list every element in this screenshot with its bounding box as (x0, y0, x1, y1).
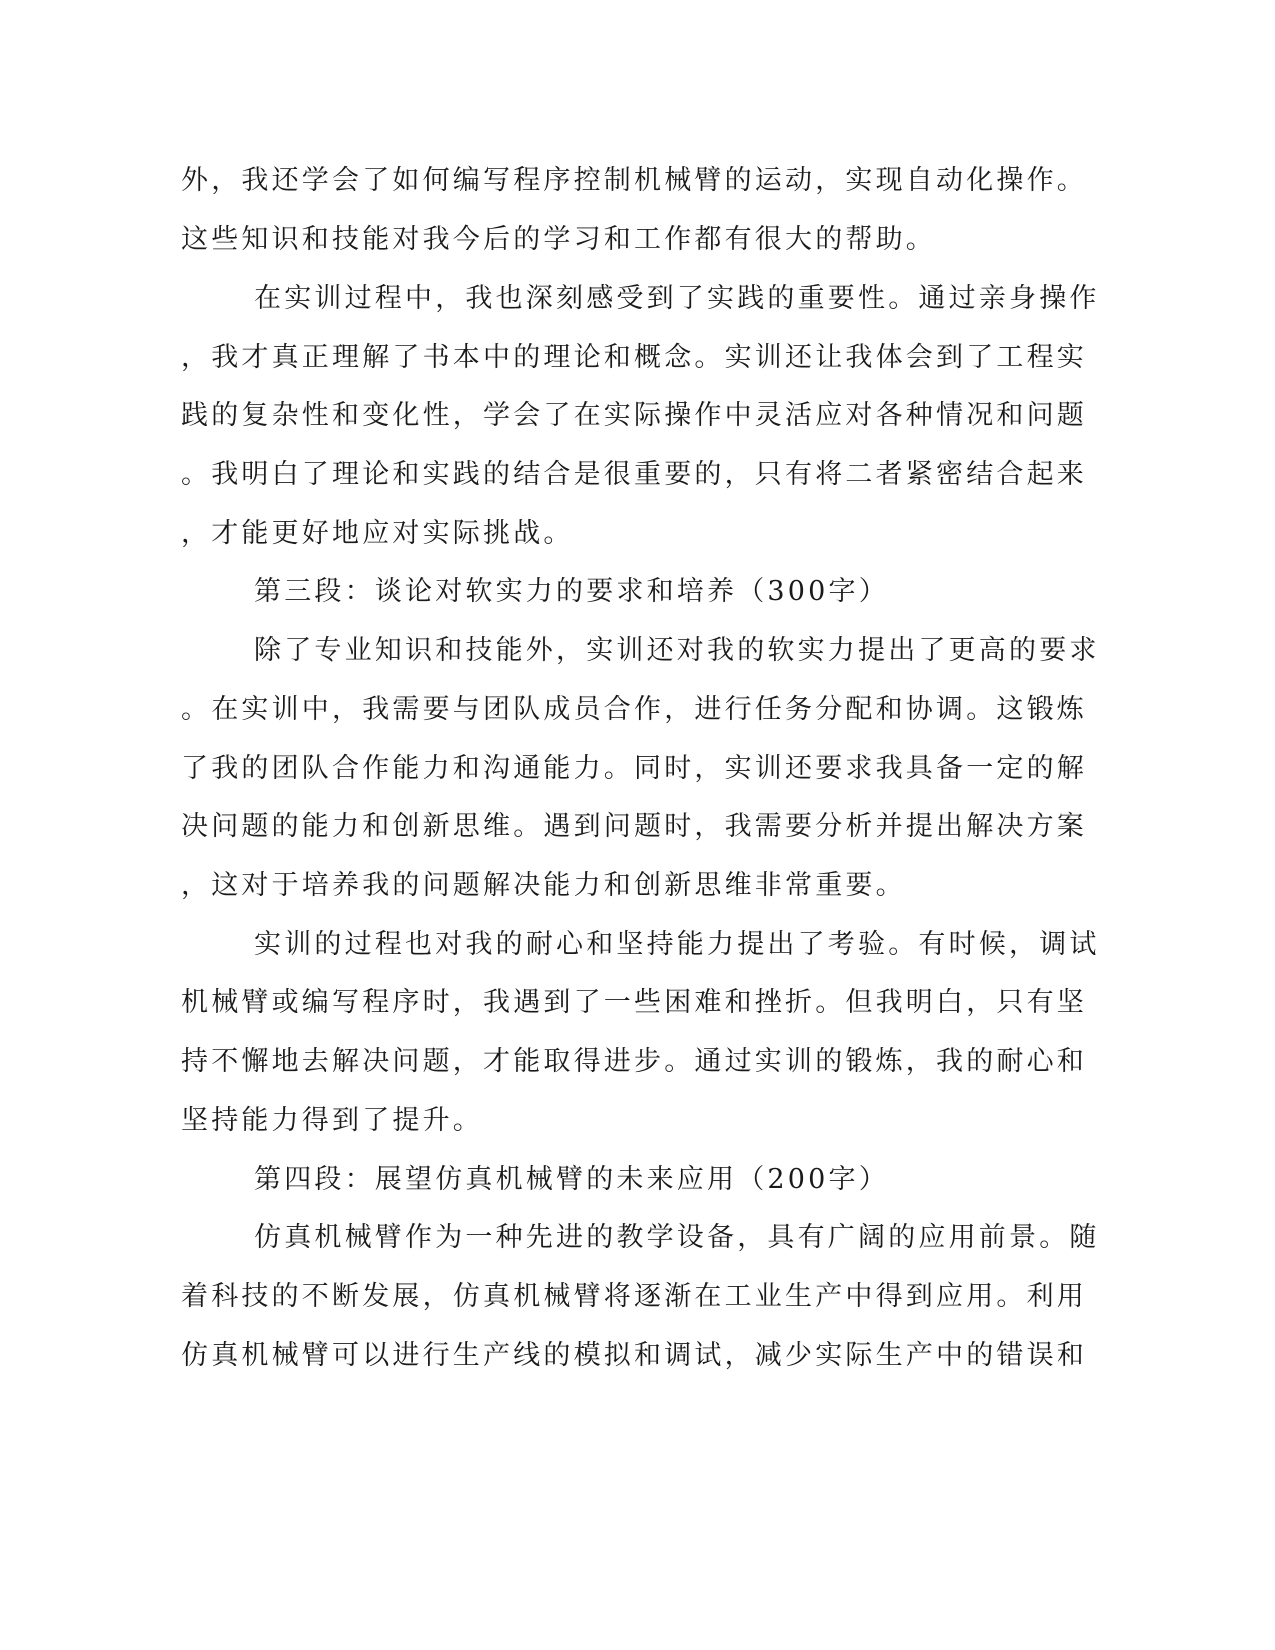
text-line: 机械臂或编写程序时，我遇到了一些困难和挫折。但我明白，只有坚 (181, 987, 1087, 1018)
text-line: 践的复杂性和变化性，学会了在实际操作中灵活应对各种情况和问题 (181, 400, 1087, 431)
text-line: 。我明白了理论和实践的结合是很重要的，只有将二者紧密结合起来 (181, 459, 1087, 490)
text-line: 了我的团队合作能力和沟通能力。同时，实训还要求我具备一定的解 (181, 753, 1087, 784)
text-line: 决问题的能力和创新思维。遇到问题时，我需要分析并提出解决方案 (181, 811, 1087, 842)
text-line: 坚持能力得到了提升。 (181, 1105, 483, 1136)
text-line: 外，我还学会了如何编写程序控制机械臂的运动，实现自动化操作。 (181, 165, 1087, 196)
text-line: ，这对于培养我的问题解决能力和创新思维非常重要。 (181, 870, 906, 901)
text-line: ，才能更好地应对实际挑战。 (181, 518, 574, 549)
paragraph-first-line: 仿真机械臂作为一种先进的教学设备，具有广阔的应用前景。随 (254, 1222, 1100, 1253)
text-line: 这些知识和技能对我今后的学习和工作都有很大的帮助。 (181, 224, 936, 255)
text-line: 着科技的不断发展，仿真机械臂将逐渐在工业生产中得到应用。利用 (181, 1281, 1087, 1312)
text-line: 仿真机械臂可以进行生产线的模拟和调试，减少实际生产中的错误和 (181, 1340, 1087, 1371)
paragraph-first-line: 实训的过程也对我的耐心和坚持能力提出了考验。有时候，调试 (254, 929, 1100, 960)
paragraph-first-line: 除了专业知识和技能外，实训还对我的软实力提出了更高的要求 (254, 635, 1100, 666)
paragraph-first-line: 在实训过程中，我也深刻感受到了实践的重要性。通过亲身操作 (254, 283, 1100, 314)
text-line: 。在实训中，我需要与团队成员合作，进行任务分配和协调。这锻炼 (181, 694, 1087, 725)
section-heading: 第四段：展望仿真机械臂的未来应用（200字） (254, 1164, 889, 1195)
text-line: 持不懈地去解决问题，才能取得进步。通过实训的锻炼，我的耐心和 (181, 1046, 1087, 1077)
text-line: ，我才真正理解了书本中的理论和概念。实训还让我体会到了工程实 (181, 342, 1087, 373)
section-heading: 第三段：谈论对软实力的要求和培养（300字） (254, 576, 889, 607)
